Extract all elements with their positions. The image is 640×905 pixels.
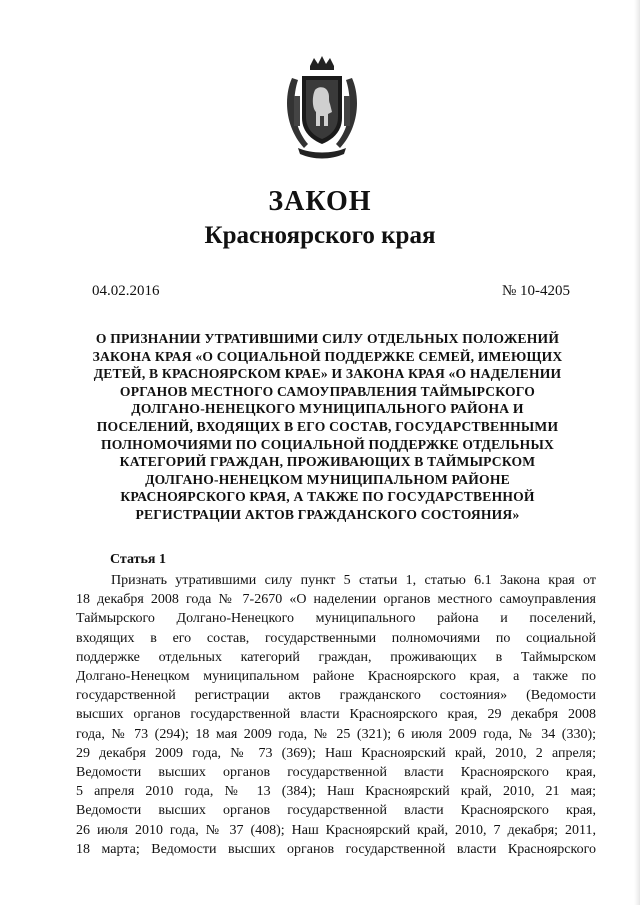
body-line: 18 марта; Ведомости высших органов государственной власти Красноярского — [76, 841, 596, 857]
body-line: 5 апреля 2010 года, № 13 (384); Наш Красноярский край, 2010, 21 мая; — [76, 784, 596, 800]
heading-line: ПОЛНОМОЧИЯМИ ПО СОЦИАЛЬНОЙ ПОДДЕРЖКЕ ОТДЕЛЬНЫХ — [100, 436, 555, 452]
heading-line: КРАСНОЯРСКОГО КРАЯ, А ТАКЖЕ ПО ГОСУДАРСТВЕННОЙ — [120, 489, 535, 505]
coat-of-arms-emblem — [284, 56, 360, 160]
document-number: № 10-4205 — [501, 283, 570, 299]
heading-line: КАТЕГОРИЙ ГРАЖДАН, ПРОЖИВАЮЩИХ В ТАЙМЫРСКОМ — [119, 454, 536, 470]
body-line: Ведомости высших органов государственной власти Красноярского края, — [76, 765, 596, 781]
body-line: Ведомости высших органов государственной власти Красноярского края, — [76, 803, 596, 819]
document-title: ЗАКОН — [268, 186, 372, 217]
heading-line: О ПРИЗНАНИИ УТРАТИВШИМИ СИЛУ ОТДЕЛЬНЫХ ПОЛОЖЕНИЙ — [95, 331, 560, 346]
body-line: 26 июля 2010 года, № 37 (408); Наш Красноярский край, 2010, 7 декабря; 2011, — [76, 822, 596, 838]
heading-line: ЗАКОНА КРАЯ «О СОЦИАЛЬНОЙ ПОДДЕРЖКЕ СЕМЕЙ, ИМЕЮЩИХ — [92, 348, 563, 364]
body-line: высших органов государственной власти Красноярского края, 29 декабря 2008 — [76, 707, 596, 723]
document-date: 04.02.2016 — [92, 283, 160, 299]
heading-line: ДОЛГАНО-НЕНЕЦКОМ МУНИЦИПАЛЬНОМ РАЙОНЕ — [145, 471, 510, 487]
heading-line: ДЕТЕЙ, В КРАСНОЯРСКОМ КРАЕ» И ЗАКОНА КРАЯ «О НАДЕЛЕНИИ — [93, 366, 562, 382]
body-line: государственной регистрации актов гражданского состояния» (Ведомости — [76, 688, 596, 704]
article-title: Статья 1 — [110, 552, 166, 567]
article-body — [76, 571, 596, 859]
body-line: входящих в его состав, государственными полномочиями по социальной — [76, 630, 596, 646]
body-line: поддержке отдельных категорий граждан, проживающих в Таймырском — [76, 649, 596, 665]
body-line: Таймырского Долгано-Ненецкого муниципального района и поселений, — [76, 611, 596, 627]
body-line: 29 декабря 2009 года, № 73 (369); Наш Красноярский край, 2010, 2 апреля; — [76, 745, 596, 761]
law-heading — [40, 330, 615, 524]
heading-line: РЕГИСТРАЦИИ АКТОВ ГРАЖДАНСКОГО СОСТОЯНИЯ» — [135, 506, 520, 522]
heading-line: ДОЛГАНО-НЕНЕЦКОГО МУНИЦИПАЛЬНОГО РАЙОНА И — [131, 401, 524, 417]
body-line: года, № 73 (294); 18 мая 2009 года, № 25 (321); 6 июля 2009 года, № 34 (330); — [76, 726, 596, 742]
heading-line: ПОСЕЛЕНИЙ, ВХОДЯЩИХ В ЕГО СОСТАВ, ГОСУДАРСТВЕННЫМИ — [96, 418, 559, 434]
document-subtitle: Красноярского края — [204, 222, 436, 249]
body-line: Долгано-Ненецком муниципальном районе Красноярского края, а также по — [76, 669, 596, 685]
page-edge-shadow — [634, 0, 640, 905]
body-line: 18 декабря 2008 года № 7-2670 «О наделении органов местного самоуправления — [76, 592, 596, 608]
heading-line: ОРГАНОВ МЕСТНОГО САМОУПРАВЛЕНИЯ ТАЙМЫРСКОГО — [119, 383, 536, 399]
body-line: Признать утратившими силу пункт 5 статьи 1, статью 6.1 Закона края от — [111, 573, 596, 588]
